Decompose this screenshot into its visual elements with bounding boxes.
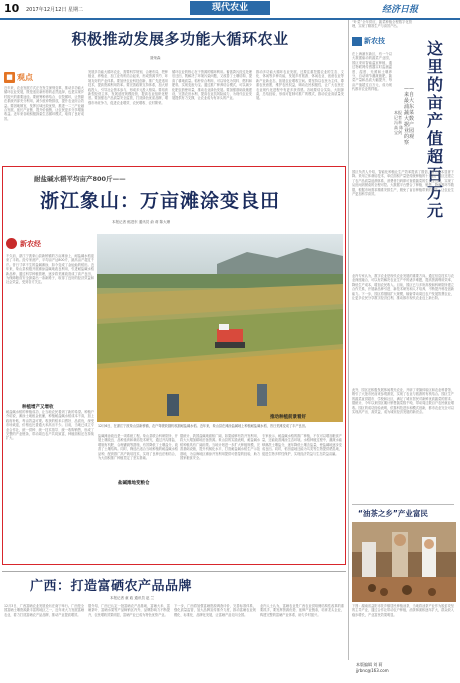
bottom-headline: 广西：打造富硒农产品品牌 (30, 579, 193, 594)
column-label-viewpoint (4, 72, 82, 84)
main-byline: 聂荣森 (150, 56, 161, 60)
feature-subtitle: 耐盐碱水稻平均亩产800斤—— (34, 175, 126, 183)
photo-caption: 12月6日，在浙江宁波象山县新桥镇，农户驾驶收割机收割耐盐碱水稻。近年来，象山县在滩涂盐碱地上种植耐盐碱水稻，昔日荒滩变成了丰产良田。 (98, 424, 309, 428)
rice-harvest-photo (97, 234, 343, 422)
feature-title: 浙江象山：万亩滩涂变良田 (40, 190, 281, 212)
bottom-body-col-4: 业内人士认为，富硒农业是广西农业供给侧结构性改革的重要抓手，要发挥资源优势，延伸产业链条，培育龙头企业，构建完整的富硒产业体系，助力乡村振兴。 (260, 604, 344, 617)
page-editor (356, 662, 389, 674)
sidebar-headline: 这 里 的 亩 产 值 超 百 万 元 (426, 39, 443, 220)
feature-body-col-2: 盐碱滩涂改良是一项系统工程。象山县联合科研院所，开展土壤改良、品种选育和栽培技术研究，通过开沟排盐、增施有机肥、合理灌溉等措施，有效降低了土壤盐分，改善了土壤结构。同时，筛选出适合当地种植的耐盐碱水稻品种，配套推广高产栽培技术，实现了良种良法相结合，为大面积推广种植奠定了坚实基础。 (98, 434, 178, 461)
feature-subhead-3: 推动种植前景看好 (270, 415, 306, 420)
main-headline: 积极推动发展多功能大循环农业 (71, 30, 289, 48)
main-body-col-1: 近年来，农业发展方式正在发生深刻变革，推动多功能大循环农业发展，既是适应新形势的必然选择，也是实现乡村振兴的重要途径。要统筹种养结合、农牧循环，让资源在系统内部充分利用，减少废弃物排放，提升农业综合效益。要因地制宜，发挥区域比较优势，推进一二三产业融合发展，延长产业链、提升价值链，让农民更多分享增值收益。近年来各地积极探索生态循环模式，取得了良好成效。 (4, 86, 84, 121)
sidebar-body-1: 在上海浦东新区，有一个以大数据驱动的蔬菜产业园，园区采用智能温室种植，通过物联网传感器实时监测温度、湿度、光照和土壤养分，自动调节灌溉施肥，蔬菜产量和品质大幅提升，每亩产值超过百万元，成为现代都市农业的样板。 (352, 52, 392, 92)
feature-body-col-1: 不久前，浙江宁波象山县新桥镇的万亩滩涂上，耐盐碱水稻迎来了丰收。经专家测产，平均亩产达800斤，最高亩产超过千斤。昔日寸草不生的盐碱滩涂，如今变成了金灿灿的稻田。近年来，象山县积极开展滩涂盐碱地改良利用，引进耐盐碱水稻新品种，通过科学种植管理，逐步将荒滩改造成了高产良田，为保障粮食安全探索出一条新路子，取得了良好的经济效益和社会效益，受到各方关注。 (6, 254, 94, 285)
viewpoint-label: 观点 (17, 73, 33, 82)
column-label-agritech (352, 36, 408, 48)
main-body-col-4: 推动多功能大循环农业发展，还要注重挖掘农业的生态、文化、休闲等多种功能，发展乡村旅游、休闲农业、创意农业等新产业新业态，拓展农业增收空间。要坚持以农民为主体，尊重农民意愿，维护农民权益，调动农民积极性，让广大农民在农业现代化进程中有更多获得感。各地要结合实际，大胆探索，总结经验，形成可复制可推广的模式，推动农业高质量发展。 (256, 70, 344, 101)
sidebar-intro: “叶菜”全年供应，蔬菜种植全程数字化管理，实现了精准生产与高效产出。 (352, 20, 412, 29)
column-label-new-agri-economy (6, 238, 94, 250)
feature-byline: 本报记者 郁进东 通讯员 俞 莉 陈大珊 (112, 220, 171, 224)
bottom-body-col-3: 下一步，广西将加强富硒资源调查评价，完善标准体系，强化质量监管，加大品牌宣传推介力度，推动富硒农业规模化、标准化、品牌化发展，让富硒产品走向全国。 (174, 604, 256, 617)
feature-subhead-2: 种植增产又增收 (22, 405, 54, 410)
bottom-divider (2, 571, 346, 572)
sidebar-byline: 本报记者 冯举高 陈宝剑 (394, 110, 404, 135)
sidebar-body-3: 业内专家认为，数字农业是现代农业发展的重要方向。通过信息技术与农业深度融合，可以有效解决农业生产中的诸多难题，提高资源利用效率，降低生产成本，增加农民收入。目前，园区已与多所高校和科研院所建立合作关系，开展新品种引进、新技术研发和人才培养，不断提升科技创新能力。下一步，园区将继续扩大规模，辐射带动周边农户发展智慧农业，让更多农民分享数字经济红利，推动都市现代农业迈上新台阶。 (352, 274, 454, 301)
bottom-byline: 本报记者 童 政 通讯员 赵 兰 (110, 596, 155, 600)
viewpoint-icon: ■ (4, 72, 15, 83)
new-agri-economy-icon (6, 238, 17, 249)
feature-body-col-1b: 耐盐碱水稻的种植成功，让当地农民看到了新的希望。种植户介绍说，滩涂土地租金低廉，种植耐盐碱水稻成本不高，加上政府补贴，每亩效益可观。收获的稻米口感好、品质优，深受市场欢迎，价格也比普通大米高出不少。目前，当地已成立专业合作社，统一供种、统一技术指导、统一收购销售，形成了完整的产业链条，带动周边农户共同致富，种植面积还在持续扩大。 (6, 410, 94, 441)
bottom-body-col-1: 12月3日，广西富硒农业发展论坛在南宁举行。广西是全国富硒土壤资源最丰富的地区之一，近年来大力发展富硒农业，着力打造富硒农产品品牌，推动产业提质增效。 (4, 604, 84, 617)
newspaper-logo: 经济日报 (382, 5, 419, 15)
sidebar-subtitle: ——来自最大浦东蔬菜大数据产业园的观察 (404, 86, 415, 146)
feature-subhead-1: 盐碱滩地变粮仓 (118, 481, 150, 486)
editor-email: jjrbnc@163.com (356, 668, 389, 673)
new-agri-economy-label: 新农经 (20, 240, 41, 248)
tea-oil-text: 下图：湖南省益阳市扶乡镇居民种植油茶，当地将油茶产业作为脱贫攻坚的主导产业，通过合作社带动农户种植，油茶林面积逐年扩大，群众收入稳步增长，产业富民效果明显。 (352, 604, 454, 617)
section-title: 现代农业 (190, 1, 270, 15)
feature-body-col-3: 据统计，我国盐碱地面积广阔，如果能够有效开发利用，将大大增加耕地后备资源。象山县的实践表明，耐盐碱水稻种植具有广阔前景。当地计划进一步扩大种植规模，完善基础设施，提升机械化水平，打造耐盐碱水稻生产示范基地，为沿海地区滩涂开发利用提供可借鉴的经验，助力国家粮食安全。 (180, 434, 260, 461)
sidebar-body-4: 此外，园区还积极发展休闲观光农业，开辟了采摘体验区和农业科普馆，吸引了大批市民前来参观游览，实现了农业与旅游的有机结合。园区生产的蔬菜直供超市、学校和社区，满足了城市居民对新鲜优质蔬菜的需求。据统计，今年以来园区累计销售蔬菜数千吨，带动周边数百户农民就业增收。园区的成功经验表明，依靠科技进步和模式创新，都市农业完全可以实现高产出、高效益，成为城市经济发展的新亮点。 (352, 388, 454, 415)
tea-oil-photo (352, 522, 456, 602)
sidebar-second-title: “油茶之乡”产业富民 (358, 509, 428, 518)
editor-name: 本版编辑 刘 莉 (356, 662, 383, 667)
feature-body-col-4: 专家表示，耐盐碱水稻的推广种植，不仅可以增加粮食产量，还能改善滩涂生态环境。水稻种植过程中，灌溉水能够淋洗土壤盐分，逐年降低土壤含盐量，使盐碱地逐步变成良田。同时，稻田湿地还能为鸟类等生物提供栖息地，促进生物多样性保护，实现经济效益与生态效益双赢。 (262, 434, 342, 456)
agritech-icon (352, 37, 362, 46)
main-body-col-3: 循环农业的核心在于资源的循环利用。畜禽粪污经过处理后还田，既解决了环境污染问题，又改善了土壤结构，提高了耕地质量。秸秆综合利用，可以转化为饲料、燃料和肥料，实现变废为宝。通过推广种养结合模式，可以减少化肥农药使用量，推动农业绿色发展。要加强基础设施建设，完善农田水利，提高农业抗风险能力，为现代农业发展提供有力支撑，让农业成为有奔头的产业。 (172, 70, 252, 101)
sidebar-body-2: 园区负责人介绍，智能化种植让生产效率提高了数倍，用工成本显著下降。采用立体栽培技术，单位面积产量是传统种植的十几倍。园区还建立了农产品质量追溯体系，消费者扫码即可查看蔬菜的生长全过程，实现了从田间到餐桌的全程可控。大数据平台整合了种植、销售、物流等环节数据，根据市场需求精准安排生产，避免了盲目种植带来的损失，让农业生产更加科学高效。 (352, 170, 454, 197)
agritech-label: 新农技 (364, 37, 385, 45)
page-number: 10 (4, 2, 20, 15)
bottom-body-col-2: 据介绍，广西已认定一批富硒农产品基地，富硒大米、富硒茶叶、富硒水果等产品畅销区内外，品牌影响力不断提升，农民增收效果明显，富硒产业已成为特色优势产业。 (88, 604, 170, 617)
main-body-col-2: 发展多功能大循环农业，需要科学规划，合理布局，把种植业、养殖业、加工业有机结合起来，形成资源节约、环境友好的产业体系。要加快农业科技创新，推广先进适用技术，提高资源利用效率。要完善政策支持体系，加大财政投入，引导社会资本参与，形成多元投入格局。要培育新型经营主体，发展适度规模经营，提高农业组织化程度。要加强农产品质量安全监管，打造绿色优质品牌，增强市场竞争力，促进农业增效、农民增收、农村繁荣。 (88, 70, 168, 105)
issue-date: 2017年12月12日 星期二 (26, 7, 84, 13)
